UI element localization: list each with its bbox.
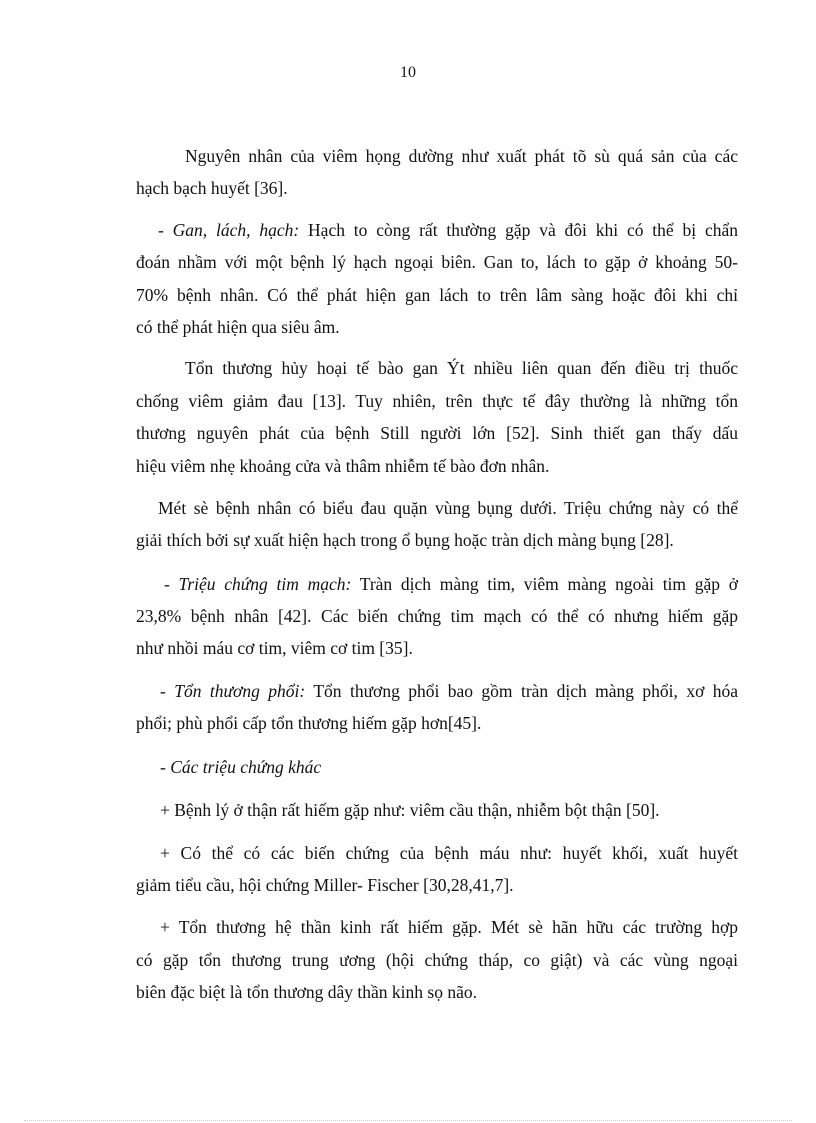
text-line: thương nguyên phát của bệnh Still người lớn [52]. Sinh thiết gan thấy dấu xyxy=(136,423,738,443)
section-heading: - Các triệu chứng khác xyxy=(160,757,322,777)
text-line: chống viêm giảm đau [13]. Tuy nhiên, trên thực tế đây thường là những tổn xyxy=(136,391,738,411)
text-line: hiệu viêm nhẹ khoảng cửa và thâm nhiễm tế bào đơn nhân. xyxy=(136,456,550,476)
text-line: + Có thể có các biến chứng của bệnh máu như: huyết khối, xuất huyết xyxy=(160,843,738,863)
text-line: giải thích bởi sự xuất hiện hạch trong ổ bụng hoặc tràn dịch màng bụng [28]. xyxy=(136,530,674,550)
text-line: hạch bạch huyết [36]. xyxy=(136,178,288,198)
section-label: - Tổn thương phổi: xyxy=(160,681,306,701)
page-number: 10 xyxy=(400,64,416,81)
text-line xyxy=(160,680,738,702)
text-line: có gặp tổn thương trung ương (hội chứng tháp, co giật) và các vùng ngoại xyxy=(136,950,738,970)
text-line: + Bệnh lý ở thận rất hiếm gặp như: viêm cầu thận, nhiễm bột thận [50]. xyxy=(160,800,660,820)
section-label: - Triệu chứng tim mạch: xyxy=(164,574,352,594)
section-label: - Gan, lách, hạch: xyxy=(158,220,300,240)
text-line: như nhồi máu cơ tim, viêm cơ tim [35]. xyxy=(136,638,413,658)
text-line: + Tổn thương hệ thần kinh rất hiếm gặp. Mét sè hãn hữu các trường hợp xyxy=(160,917,738,937)
text-line: có thể phát hiện qua siêu âm. xyxy=(136,317,340,337)
text-line xyxy=(164,573,738,595)
text-line: Tổn thương hủy hoại tế bào gan Ýt nhiều liên quan đến điều trị thuốc xyxy=(185,358,738,378)
text-line: phổi; phù phổi cấp tổn thương hiếm gặp hơn[45]. xyxy=(136,713,482,733)
text-line: 23,8% bệnh nhân [42]. Các biến chứng tim mạch có thể có nhưng hiếm gặp xyxy=(136,606,738,626)
text-line: Nguyên nhân của viêm họng dường như xuất phát tõ sù quá sản của các xyxy=(185,146,738,166)
section-text: Tràn dịch màng tim, viêm màng ngoài tim gặp ở xyxy=(359,574,738,594)
text-line: giảm tiểu cầu, hội chứng Miller- Fischer [30,28,41,7]. xyxy=(136,875,514,895)
text-line: đoán nhầm với một bệnh lý hạch ngoại biên. Gan to, lách to gặp ở khoảng 50- xyxy=(136,252,738,272)
section-text: Tổn thương phổi bao gồm tràn dịch màng phổi, xơ hóa xyxy=(313,681,739,701)
text-line xyxy=(158,219,738,241)
text-line: Mét sè bệnh nhân có biểu đau quặn vùng bụng dưới. Triệu chứng này có thể xyxy=(158,498,738,518)
text-line: 70% bệnh nhân. Có thể phát hiện gan lách to trên lâm sàng hoặc đôi khi chỉ xyxy=(136,285,738,305)
page-bottom-border xyxy=(24,1120,792,1121)
section-text: Hạch to còng rất thường gặp và đôi khi có thể bị chẩn xyxy=(308,220,738,240)
text-line: biên đặc biệt là tổn thương dây thần kinh sọ não. xyxy=(136,982,477,1002)
